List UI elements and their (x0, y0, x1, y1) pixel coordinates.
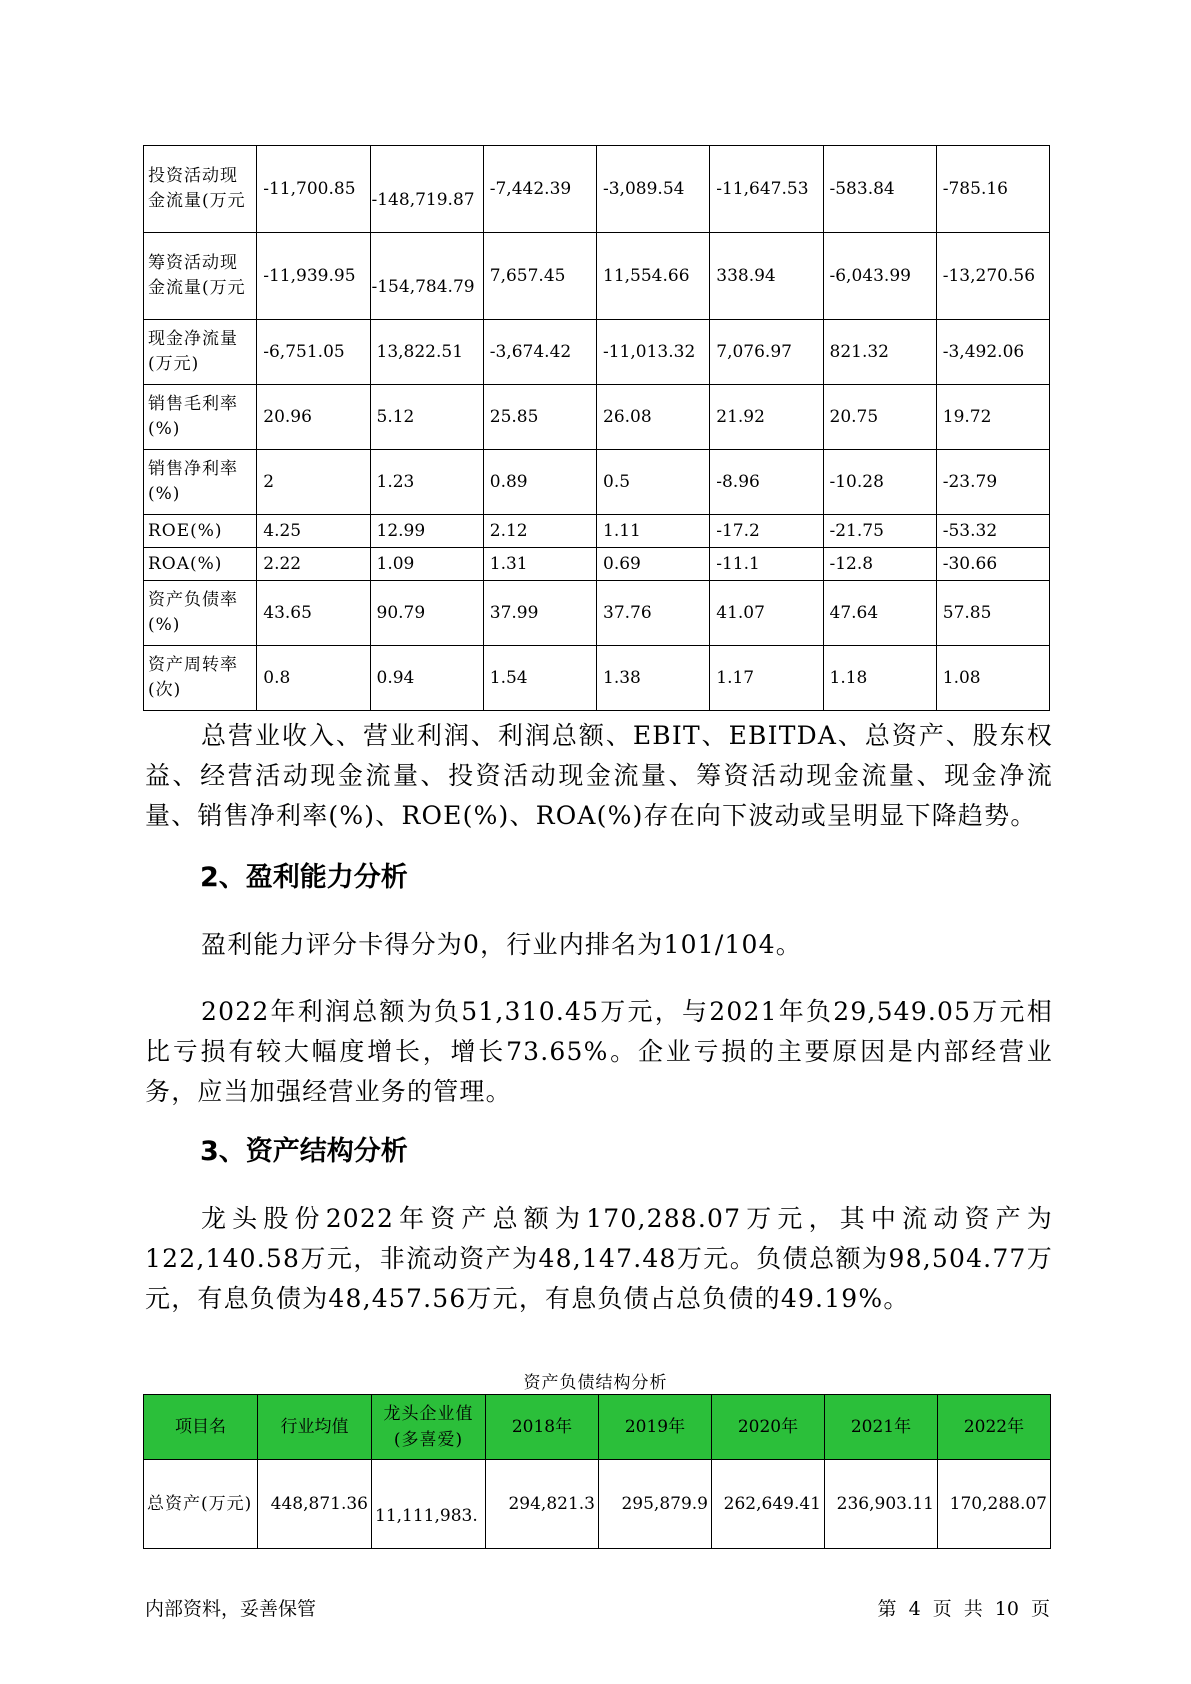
table-cell: 2.22 (257, 548, 370, 581)
table-cell: -583.84 (823, 146, 936, 233)
table-cell: 1.18 (823, 646, 936, 711)
financial-indicators-table (143, 145, 1050, 711)
table-cell: -3,674.42 (483, 320, 596, 385)
table-cell: 1.31 (483, 548, 596, 581)
table-cell: 338.94 (710, 233, 823, 320)
table-cell: 0.69 (597, 548, 710, 581)
table-cell: 21.92 (710, 385, 823, 450)
table-caption: 资产负债结构分析 (523, 1373, 668, 1393)
asset-liability-structure-table (143, 1394, 1051, 1549)
row-label: 资产周转率(次) (144, 646, 257, 711)
table-cell: -8.96 (710, 450, 823, 515)
table-cell: 0.5 (597, 450, 710, 515)
table-cell: 1.08 (936, 646, 1049, 711)
row-label: 销售毛利率(%) (144, 385, 257, 450)
table-cell: 1.54 (483, 646, 596, 711)
table-cell: -23.79 (936, 450, 1049, 515)
table-cell: 236,903.11 (825, 1460, 938, 1549)
table-cell: -30.66 (936, 548, 1049, 581)
column-header: 2018年 (486, 1395, 599, 1460)
table-cell: -11.1 (710, 548, 823, 581)
table-cell: -6,751.05 (257, 320, 370, 385)
table-cell: 448,871.36 (258, 1460, 372, 1549)
table-cell: -11,013.32 (597, 320, 710, 385)
table-row (144, 450, 1050, 515)
table-cell: -11,647.53 (710, 146, 823, 233)
table-cell: 1.38 (597, 646, 710, 711)
column-header: 2022年 (938, 1395, 1051, 1460)
table-cell: 0.8 (257, 646, 370, 711)
table-cell: -10.28 (823, 450, 936, 515)
table-cell: -3,492.06 (936, 320, 1049, 385)
row-label: 筹资活动现金流量(万元 (144, 233, 257, 320)
table-cell: 295,879.9 (599, 1460, 712, 1549)
table-cell: 0.94 (370, 646, 483, 711)
table-cell: 41.07 (710, 581, 823, 646)
table-row (144, 320, 1050, 385)
column-header: 龙头企业值(多喜爱) (372, 1395, 486, 1460)
table-cell: 2.12 (483, 515, 596, 548)
table-cell: -13,270.56 (936, 233, 1049, 320)
table-cell: -785.16 (936, 146, 1049, 233)
table-cell: 170,288.07 (938, 1460, 1051, 1549)
table-cell: 20.96 (257, 385, 370, 450)
column-header: 2021年 (825, 1395, 938, 1460)
footer-page-number: 第 4 页 共 10 页 (877, 1598, 1050, 1620)
score-paragraph: 盈利能力评分卡得分为0，行业内排名为101/104。 (201, 930, 802, 959)
table-cell: 90.79 (370, 581, 483, 646)
table-cell: 0.89 (483, 450, 596, 515)
footer-confidential: 内部资料，妥善保管 (145, 1598, 317, 1620)
section-heading-profitability: 2、盈利能力分析 (200, 862, 408, 893)
profit-paragraph: 2022年利润总额为负51,310.45万元，与2021年负29,549.05万元相比亏损有较大幅度增长，增长73.65%。企业亏损的主要原因是内部经营业务，应当加强经营业务的管理。 (145, 997, 1053, 1106)
row-label: 销售净利率(%) (144, 450, 257, 515)
table-cell: -11,939.95 (257, 233, 370, 320)
row-label: 现金净流量(万元) (144, 320, 257, 385)
table-cell: 821.32 (823, 320, 936, 385)
table-cell: 19.72 (936, 385, 1049, 450)
table-row (144, 1460, 1051, 1549)
section-heading-asset-structure: 3、资产结构分析 (200, 1136, 408, 1167)
column-header: 行业均值 (258, 1395, 372, 1460)
row-label: ROE(%) (144, 515, 257, 548)
table-row (144, 385, 1050, 450)
table-cell: 20.75 (823, 385, 936, 450)
table-cell: 37.76 (597, 581, 710, 646)
table-cell: 2 (257, 450, 370, 515)
table-cell: 7,076.97 (710, 320, 823, 385)
column-header: 2020年 (712, 1395, 825, 1460)
table-cell: 11,111,983. (372, 1460, 486, 1549)
table-cell: 43.65 (257, 581, 370, 646)
table-cell: -17.2 (710, 515, 823, 548)
trend-paragraph: 总营业收入、营业利润、利润总额、EBIT、EBITDA、总资产、股东权益、经营活动现金流量、投资活动现金流量、筹资活动现金流量、现金净流量、销售净利率(%)、ROE(%)、ROA(%)存在向下波动或呈明显下降趋势。 (145, 721, 1053, 830)
table-header-row (144, 1395, 1051, 1460)
table-cell: 1.09 (370, 548, 483, 581)
table-cell: -21.75 (823, 515, 936, 548)
table-row (144, 146, 1050, 233)
row-label: 投资活动现金流量(万元 (144, 146, 257, 233)
table-cell: 1.17 (710, 646, 823, 711)
table-cell: -53.32 (936, 515, 1049, 548)
column-header: 项目名 (144, 1395, 258, 1460)
table-cell: -6,043.99 (823, 233, 936, 320)
table-cell: 47.64 (823, 581, 936, 646)
table-cell: 57.85 (936, 581, 1049, 646)
table-cell: 4.25 (257, 515, 370, 548)
table-cell: -7,442.39 (483, 146, 596, 233)
table-row (144, 233, 1050, 320)
table-cell: 25.85 (483, 385, 596, 450)
table-cell: 294,821.3 (486, 1460, 599, 1549)
table-cell: 26.08 (597, 385, 710, 450)
table-cell: -3,089.54 (597, 146, 710, 233)
table-cell: -12.8 (823, 548, 936, 581)
table-cell: -154,784.79 (370, 233, 483, 320)
table-cell: 12.99 (370, 515, 483, 548)
row-label: ROA(%) (144, 548, 257, 581)
row-label: 资产负债率(%) (144, 581, 257, 646)
table-cell: 7,657.45 (483, 233, 596, 320)
table-cell: 37.99 (483, 581, 596, 646)
assets-paragraph: 龙头股份2022年资产总额为170,288.07万元，其中流动资产为122,140.58万元，非流动资产为48,147.48万元。负债总额为98,504.77万元，有息负债为48,457.56万元，有息负债占总负债的49.19%。 (145, 1204, 1053, 1313)
row-label: 总资产(万元) (144, 1460, 258, 1549)
table-cell: -148,719.87 (370, 146, 483, 233)
table-row (144, 646, 1050, 711)
table-row (144, 548, 1050, 581)
table-cell: 5.12 (370, 385, 483, 450)
table-cell: 11,554.66 (597, 233, 710, 320)
table-cell: 1.11 (597, 515, 710, 548)
table-cell: -11,700.85 (257, 146, 370, 233)
table-row (144, 581, 1050, 646)
column-header: 2019年 (599, 1395, 712, 1460)
table-cell: 13,822.51 (370, 320, 483, 385)
table-cell: 1.23 (370, 450, 483, 515)
table-cell: 262,649.41 (712, 1460, 825, 1549)
table-row (144, 515, 1050, 548)
